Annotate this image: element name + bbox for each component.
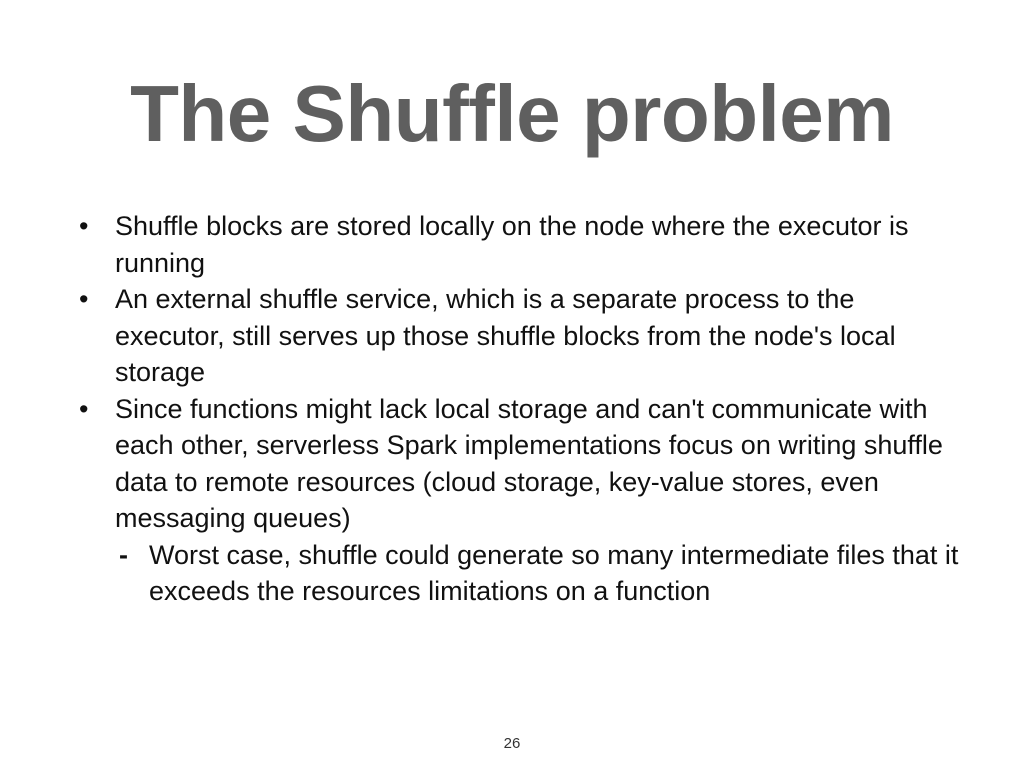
bullet-list [79,208,959,610]
sub-bullet-list [115,537,959,610]
sub-bullet-item [119,537,959,610]
bullet-marker: • [79,393,89,424]
bullet-item [79,208,959,281]
slide-title: The Shuffle problem [130,69,894,158]
bullet-item [79,281,959,391]
sub-bullet-text: Worst case, shuffle could generate so many intermediate files that it exceeds the resources limitations on a function [149,539,959,606]
bullet-marker: • [79,211,89,241]
bullet-item [79,391,959,610]
bullet-text: Shuffle blocks are stored locally on the node where the executor is running [115,211,909,278]
page-number: 26 [503,735,521,752]
bullet-text: Since functions might lack local storage and can't communicate with each other, serverless Spark implementations focus on writing shuffle data to remote resources (cloud storage, key-value stores, even messaging queues) [115,393,943,533]
sub-bullet-marker: - [119,539,128,570]
bullet-marker: • [79,284,89,314]
bullet-text: An external shuffle service, which is a separate process to the executor, still serves up those shuffle blocks from the node's local storage [115,284,896,387]
